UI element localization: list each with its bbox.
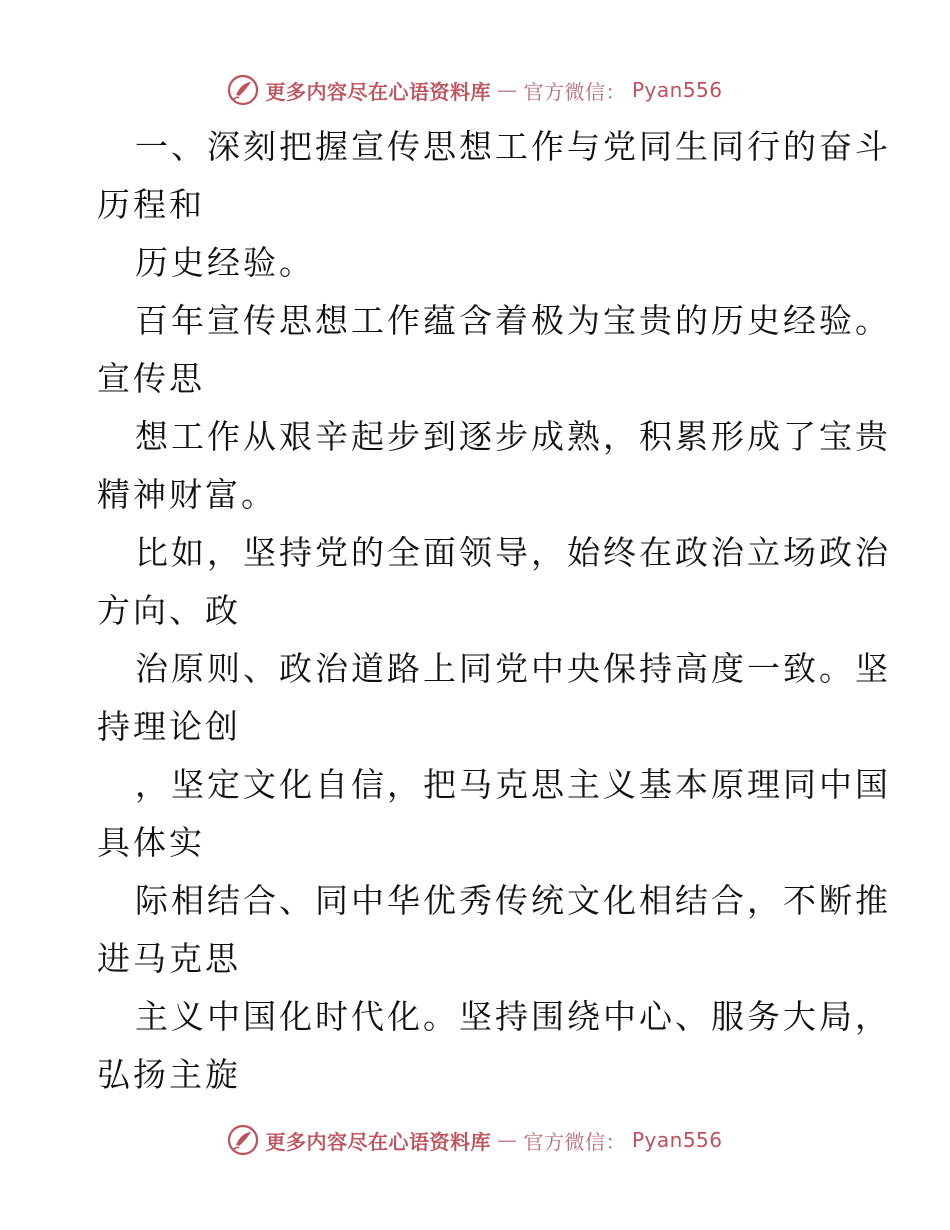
- banner-main-text: 更多内容尽在心语资料库: [265, 1129, 491, 1154]
- text-line: 治原则、政治道路上同党中央保持高度一致。坚: [135, 649, 891, 688]
- text-line: ，坚定文化自信，把马克思主义基本原理同中国: [135, 765, 891, 804]
- document-body: [97, 118, 891, 1104]
- text-line: 际相结合、同中华优秀传统文化相结合，不断推: [135, 881, 891, 920]
- banner-wechat-id: Pyan556: [631, 1128, 723, 1152]
- text-line: 百年宣传思想工作蕴含着极为宝贵的历史经验。: [135, 301, 891, 340]
- banner-main-text: 更多内容尽在心语资料库: [265, 79, 491, 104]
- text-line: 主义中国化时代化。坚持围绕中心、服务大局，: [135, 997, 891, 1036]
- text-line: 宣传思: [97, 359, 205, 398]
- text-line: 一、深刻把握宣传思想工作与党同生同行的奋斗: [135, 127, 891, 166]
- text-line: 方向、政: [97, 591, 241, 630]
- text-line: 想工作从艰辛起步到逐步成熟，积累形成了宝贵: [135, 417, 891, 456]
- text-line: 比如，坚持党的全面领导，始终在政治立场政治: [135, 533, 891, 572]
- text-line: 精神财富。: [97, 475, 277, 514]
- text-line: 弘扬主旋: [97, 1055, 241, 1094]
- banner-dash: —: [496, 1128, 518, 1152]
- text-line: 历史经验。: [135, 243, 315, 282]
- text-line: 具体实: [97, 823, 205, 862]
- pen-heart-logo-icon: [227, 1124, 259, 1156]
- text-line: 持理论创: [97, 707, 241, 746]
- header-banner: [0, 70, 950, 110]
- banner-wechat-label: 官方微信：: [523, 1129, 626, 1154]
- text-line: 历程和: [97, 185, 205, 224]
- banner-dash: —: [496, 78, 518, 102]
- banner-wechat-label: 官方微信：: [523, 79, 626, 104]
- banner-wechat-id: Pyan556: [631, 78, 723, 102]
- footer-banner: [0, 1120, 950, 1160]
- text-line: 进马克思: [97, 939, 241, 978]
- body-text: [97, 118, 891, 1104]
- pen-heart-logo-icon: [227, 74, 259, 106]
